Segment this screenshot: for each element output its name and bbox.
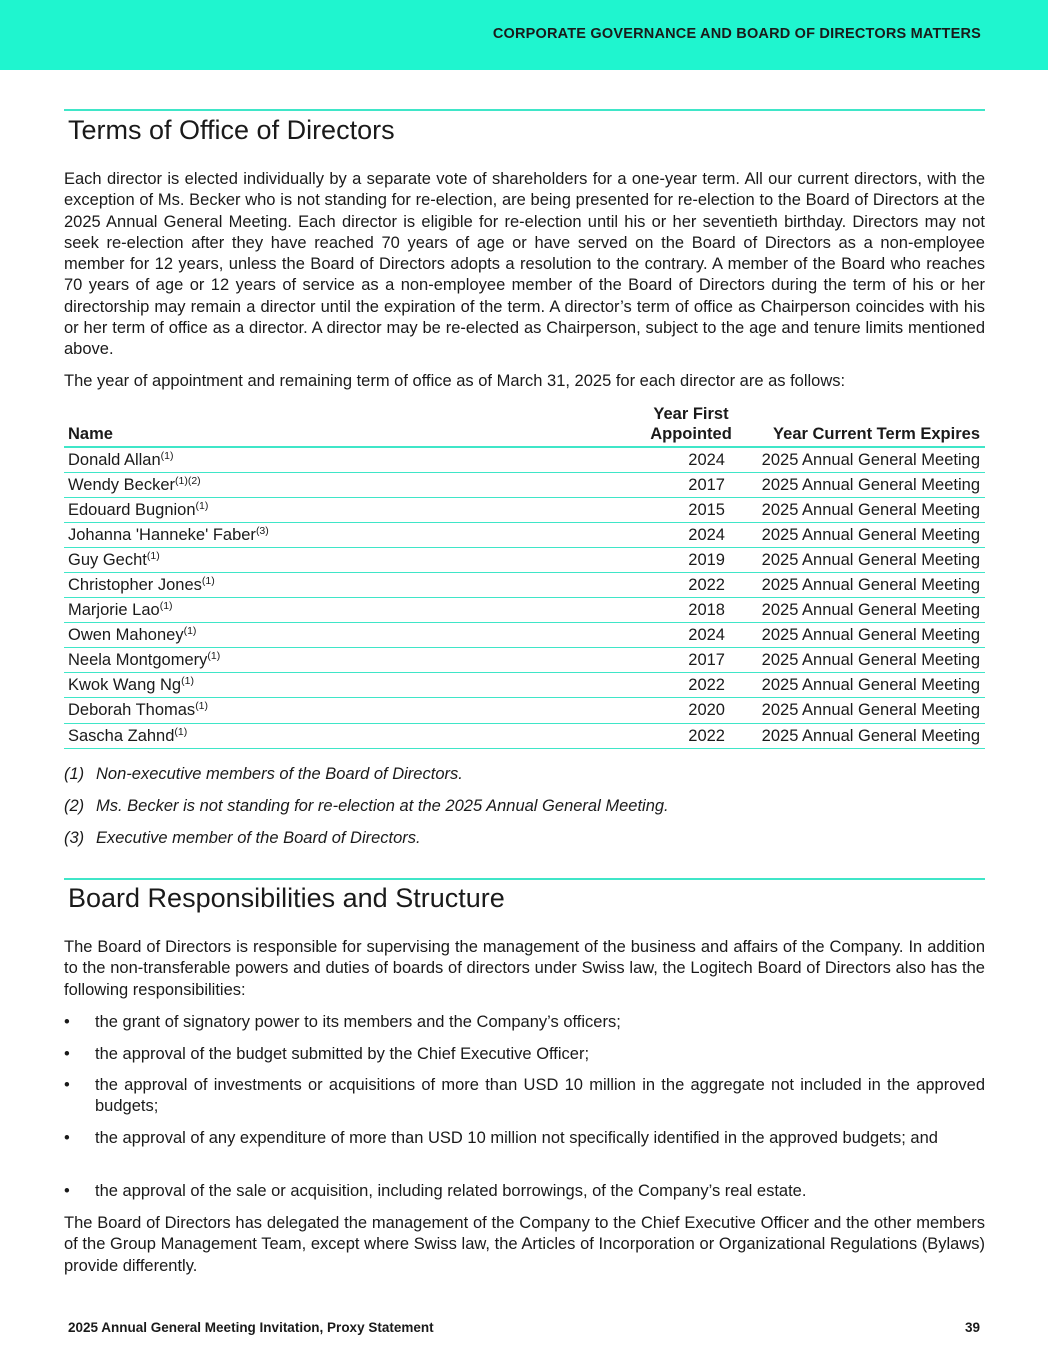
director-name-cell [64,598,641,623]
term-expires-cell: 2025 Annual General Meeting [741,723,985,748]
director-name: Marjorie Lao [68,601,160,620]
year-appointed-cell: 2022 [641,673,741,698]
year-appointed-cell: 2018 [641,598,741,623]
board-section-title: Board Responsibilities and Structure [68,883,505,913]
director-name-cell [64,472,641,497]
term-expires-cell: 2025 Annual General Meeting [741,698,985,723]
footnote-number: (1) [64,765,85,783]
director-footnote-ref: (1) [201,575,215,588]
footer-document-title: 2025 Annual General Meeting Invitation, Proxy Statement [68,1320,434,1335]
director-footnote-ref: (1) [207,650,221,663]
list-item [64,1012,985,1033]
board-intro-paragraph: The Board of Directors is responsible for supervising the management of the business and affairs of the Company. In addition to the non-transferable powers and duties of boards of directors under Swiss law, the Logitech Board of Directors also has the following responsibilities: [64,938,985,999]
section-divider [64,878,985,880]
director-footnote-ref: (1) [181,675,194,688]
year-appointed-cell: 2022 [641,572,741,597]
list-item [64,1128,985,1149]
column-header-year [641,404,741,447]
table-row [64,698,985,723]
director-name: Deborah Thomas [68,701,196,720]
director-footnote-ref: (1) [159,600,173,613]
table-row [64,472,985,497]
director-name-cell [64,547,641,572]
board-closing-paragraph: The Board of Directors has delegated the management of the Company to the Chief Executive Officer and the other members of the Group Management Team, except where Swiss law, the Articles of Incorporation or Organizational Regulations (Bylaws) provide differently. [64,1214,985,1275]
table-row [64,598,985,623]
director-name: Sascha Zahnd [68,726,175,745]
term-expires-cell: 2025 Annual General Meeting [741,497,985,522]
term-expires-cell: 2025 Annual General Meeting [741,673,985,698]
bullet-icon: • [64,1129,70,1147]
director-name: Johanna 'Hanneke' Faber [68,525,256,544]
footnote-number: (2) [64,797,85,815]
year-appointed-cell: 2019 [641,547,741,572]
footnote-item [64,829,421,848]
term-expires-cell: 2025 Annual General Meeting [741,648,985,673]
terms-section-title: Terms of Office of Directors [68,115,395,145]
footer-page-number: 39 [964,1320,980,1335]
column-header-year-line2: Appointed [650,425,732,443]
director-name-cell [64,648,641,673]
list-item [64,1075,985,1118]
director-name-cell [64,623,641,648]
directors-table [64,404,985,749]
director-name: Donald Allan [68,450,161,469]
responsibility-text: the approval of investments or acquisitions of more than USD 10 million in the aggregate not included in the approved budgets; [95,1076,985,1116]
term-expires-cell: 2025 Annual General Meeting [741,522,985,547]
table-row [64,497,985,522]
bullet-icon: • [64,1045,70,1063]
list-item [64,1044,985,1065]
term-expires-cell: 2025 Annual General Meeting [741,623,985,648]
responsibility-text: the approval of the sale or acquisition, including related borrowings, of the Company’s real estate. [95,1182,807,1200]
table-row [64,723,985,748]
director-footnote-ref: (1) [195,700,209,713]
directors-table-body [64,447,985,748]
table-row [64,623,985,648]
section-divider [64,109,985,111]
director-name: Christopher Jones [68,576,202,595]
table-row [64,447,985,472]
director-name: Kwok Wang Ng [68,676,182,695]
director-footnote-ref: (1) [160,449,174,462]
director-name: Wendy Becker [68,475,175,494]
year-appointed-cell: 2017 [641,648,741,673]
director-footnote-ref: (1)(2) [175,474,201,487]
terms-paragraph: Each director is elected individually by a separate vote of shareholders for a one-year term. All our current directors, with the exception of Ms. Becker who is not standing for re-election, are being presented for re-election to the Board of Directors at the 2025 Annual General Meeting. Each director is eligible for re-election until his or her seventieth birthday. Directors may not seek re-election after they have reached 70 years of age or have served on the Board of Directors as a non-employee member for 12 years, unless the Board of Directors adopts a resolution to the contrary. A member of the Board who reaches 70 years of age or 12 years of service as a non-employee member of the Board of Directors during the term of his or her directorship may remain a director until the expiration of the term. A director’s term of office as Chairperson coincides with his or her term of office as a director. A director may be re-elected as Chairperson, subject to the age and tenure limits mentioned above. [64,170,985,359]
table-row [64,572,985,597]
bullet-icon: • [64,1013,70,1031]
bullet-icon: • [64,1076,70,1094]
director-footnote-ref: (1) [183,625,197,638]
director-name: Edouard Bugnion [68,500,196,519]
director-name: Neela Montgomery [68,651,208,670]
bullet-icon: • [64,1182,70,1200]
director-name-cell [64,447,641,472]
year-appointed-cell: 2024 [641,522,741,547]
director-footnote-ref: (1) [174,725,188,738]
footnote-item [64,797,669,816]
director-footnote-ref: (1) [195,499,209,512]
director-name-cell [64,522,641,547]
footnote-item [64,765,463,784]
year-appointed-cell: 2024 [641,447,741,472]
year-appointed-cell: 2020 [641,698,741,723]
director-name-cell [64,673,641,698]
term-expires-cell: 2025 Annual General Meeting [741,547,985,572]
director-name-cell [64,497,641,522]
responsibility-text: the approval of the budget submitted by the Chief Executive Officer; [95,1045,590,1063]
column-header-name: Name [64,404,641,447]
director-footnote-ref: (1) [146,549,160,562]
term-expires-cell: 2025 Annual General Meeting [741,447,985,472]
column-header-year-line1: Year First [653,405,729,423]
column-header-expires: Year Current Term Expires [741,404,985,447]
table-row [64,673,985,698]
year-appointed-cell: 2022 [641,723,741,748]
table-row [64,547,985,572]
year-appointed-cell: 2017 [641,472,741,497]
director-footnote-ref: (3) [255,524,269,537]
list-item [64,1181,985,1202]
director-name: Owen Mahoney [68,626,184,645]
terms-intro-paragraph: The year of appointment and remaining term of office as of March 31, 2025 for each director are as follows: [64,372,846,390]
responsibility-text: the approval of any expenditure of more than USD 10 million not specifically identified in the approved budgets; and [95,1129,938,1147]
director-name-cell [64,723,641,748]
table-row [64,648,985,673]
table-row [64,522,985,547]
footnote-text: Non-executive members of the Board of Directors. [96,765,463,783]
table-header-row [64,404,985,447]
director-name-cell [64,572,641,597]
term-expires-cell: 2025 Annual General Meeting [741,572,985,597]
term-expires-cell: 2025 Annual General Meeting [741,472,985,497]
footnote-number: (3) [64,829,85,847]
director-name-cell [64,698,641,723]
footnote-text: Ms. Becker is not standing for re-election at the 2025 Annual General Meeting. [96,797,669,815]
header-band [0,0,1048,70]
responsibility-text: the grant of signatory power to its members and the Company’s officers; [95,1013,621,1031]
year-appointed-cell: 2015 [641,497,741,522]
director-name: Guy Gecht [68,550,147,569]
section-label: CORPORATE GOVERNANCE AND BOARD OF DIRECTORS MATTERS [492,26,981,42]
footnote-text: Executive member of the Board of Directors. [96,829,421,847]
year-appointed-cell: 2024 [641,623,741,648]
term-expires-cell: 2025 Annual General Meeting [741,598,985,623]
